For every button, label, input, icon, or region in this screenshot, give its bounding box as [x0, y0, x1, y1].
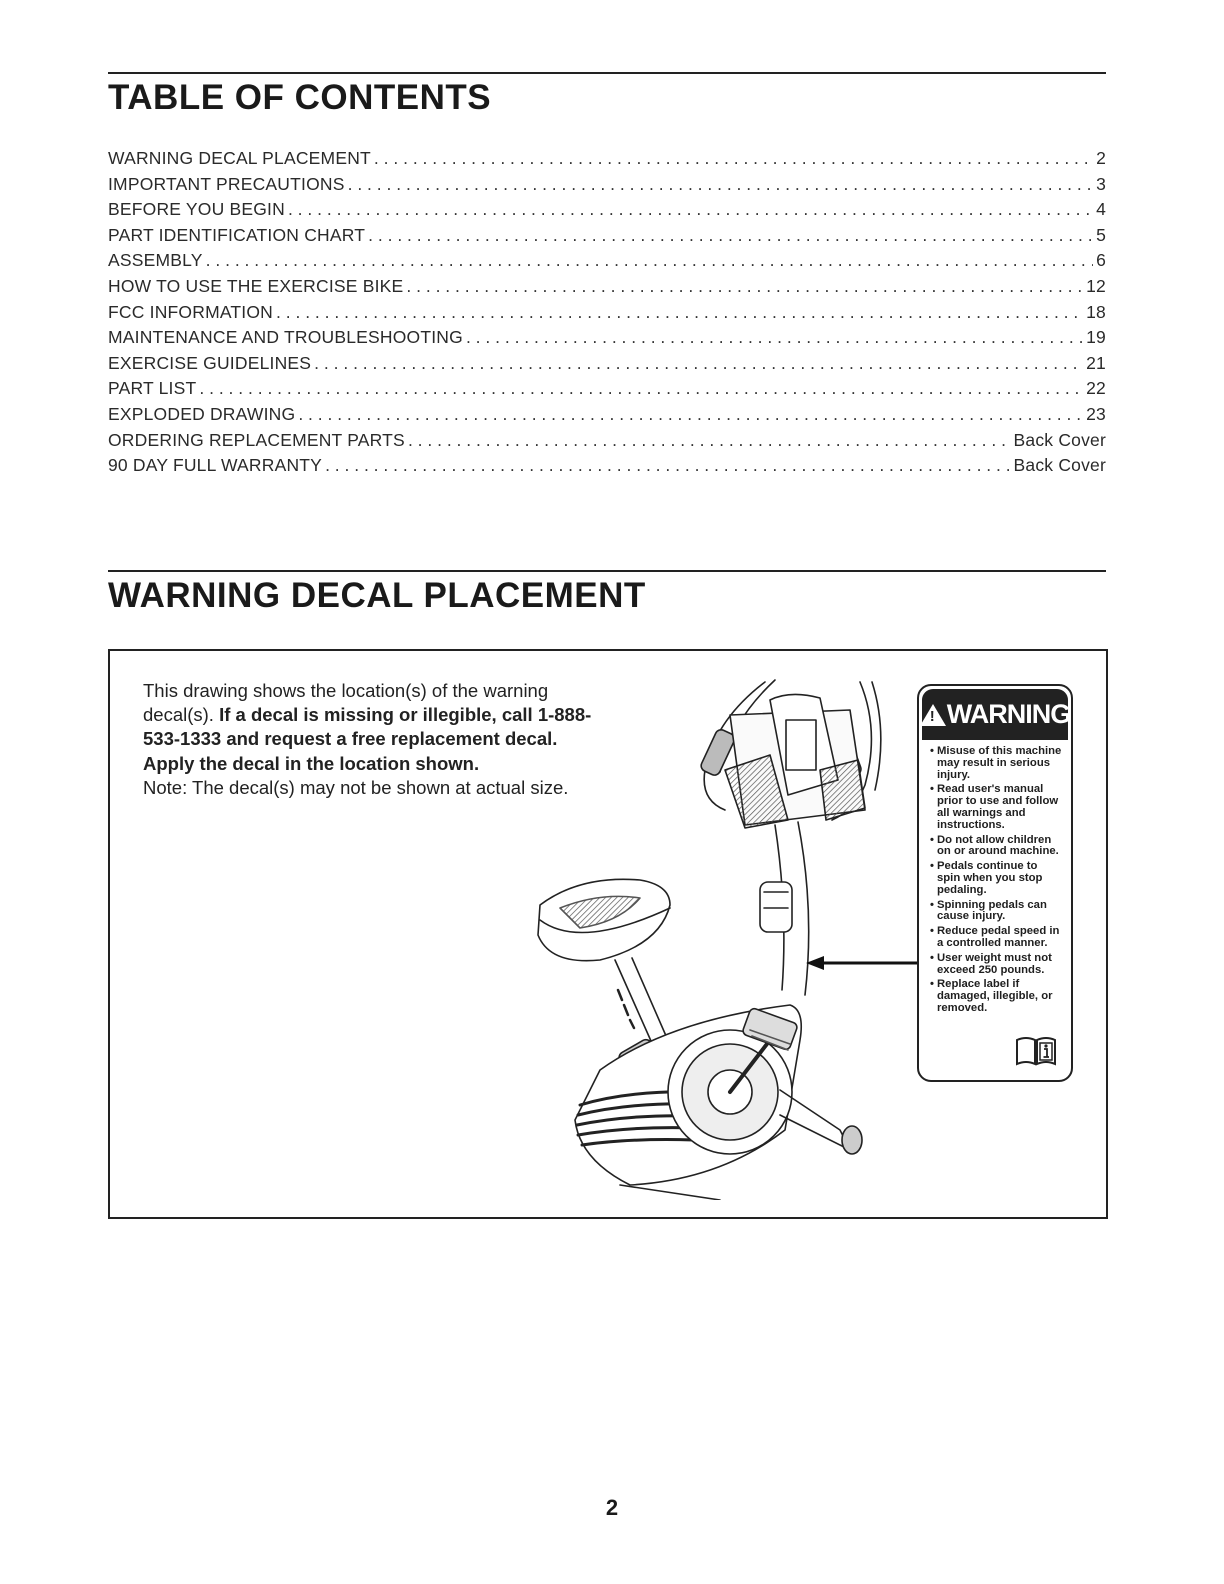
toc-entry-page: 5 [1096, 224, 1106, 245]
warning-decal [917, 684, 1073, 1082]
toc-entry-label: ORDERING REPLACEMENT PARTS [108, 429, 405, 450]
decal-warning-list [919, 746, 1071, 1015]
toc-entry[interactable] [108, 250, 1106, 276]
toc-entry-label: EXPLODED DRAWING [108, 403, 296, 424]
exercise-bike-illustration [520, 660, 890, 1200]
toc-entry-label: IMPORTANT PRECAUTIONS [108, 173, 345, 194]
decal-warning-item: • Replace label if damaged, illegible, or removed. [930, 979, 1063, 1014]
toc-leader-dots [368, 225, 1093, 246]
toc-entry-page: 6 [1096, 250, 1106, 271]
toc-entry-page: Back Cover [1013, 429, 1106, 450]
toc-entry[interactable] [108, 174, 1106, 200]
toc-entry[interactable] [108, 225, 1106, 251]
toc-entry[interactable] [108, 455, 1106, 481]
toc-entry-label: BEFORE YOU BEGIN [108, 199, 285, 220]
toc-entry-page: Back Cover [1013, 455, 1106, 476]
toc-entry-page: 23 [1086, 403, 1106, 424]
toc-entry[interactable] [108, 276, 1106, 302]
toc-leader-dots [288, 199, 1093, 220]
toc-entry[interactable] [108, 404, 1106, 430]
toc-leader-dots [408, 430, 1011, 451]
toc-list [108, 148, 1106, 481]
decal-warning-item: • User weight must not exceed 250 pounds. [930, 953, 1063, 977]
toc-entry-label: EXERCISE GUIDELINES [108, 352, 312, 373]
intro-note: Note: The decal(s) may not be shown at actual size. [143, 776, 569, 798]
toc-entry[interactable] [108, 148, 1106, 174]
warning-section-title: WARNING DECAL PLACEMENT [108, 576, 646, 615]
toc-entry-page: 19 [1086, 327, 1106, 348]
toc-entry-label: ASSEMBLY [108, 250, 203, 271]
intro-bold-instruction: If a decal is missing or illegible, call 1-888-533-1333 and request a free replacement decal. Apply the decal in the location shown. [143, 704, 592, 774]
decal-location-arrow [806, 955, 921, 971]
page-number: 2 [605, 1495, 619, 1520]
toc-leader-dots [466, 327, 1083, 348]
toc-title: TABLE OF CONTENTS [108, 78, 492, 117]
decal-header-text: WARNING [946, 699, 1071, 729]
toc-entry-label: HOW TO USE THE EXERCISE BIKE [108, 275, 404, 296]
toc-leader-dots [199, 378, 1083, 399]
toc-entry[interactable] [108, 199, 1106, 225]
toc-entry-page: 12 [1086, 275, 1106, 296]
toc-entry[interactable] [108, 353, 1106, 379]
toc-leader-dots [276, 302, 1083, 323]
intro-plain-text: This drawing shows the location(s) of the warning decal(s). [143, 680, 549, 726]
toc-entry-page: 4 [1096, 199, 1106, 220]
toc-leader-dots [314, 353, 1083, 374]
toc-top-rule [108, 72, 1106, 74]
toc-leader-dots [325, 455, 1010, 476]
toc-entry[interactable] [108, 430, 1106, 456]
toc-leader-dots [348, 174, 1093, 195]
toc-entry-page: 3 [1096, 173, 1106, 194]
decal-warning-item: • Spinning pedals can cause injury. [930, 900, 1063, 924]
manual-info-icon [1015, 1034, 1057, 1066]
toc-entry[interactable] [108, 327, 1106, 353]
toc-entry-label: WARNING DECAL PLACEMENT [108, 148, 371, 168]
decal-header [922, 689, 1071, 740]
toc-leader-dots [206, 250, 1093, 271]
decal-warning-item: • Read user's manual prior to use and follow all warnings and instructions. [930, 784, 1063, 831]
decal-warning-item: • Do not allow children on or around machine. [930, 835, 1063, 859]
toc-entry-label: PART IDENTIFICATION CHART [108, 224, 366, 245]
toc-entry[interactable] [108, 302, 1106, 328]
toc-leader-dots [374, 148, 1093, 169]
toc-entry-page: 2 [1096, 148, 1106, 168]
toc-leader-dots [406, 276, 1083, 297]
toc-entry-page: 22 [1086, 378, 1106, 399]
toc-entry-label: FCC INFORMATION [108, 301, 274, 322]
warning-section-rule [108, 570, 1106, 572]
decal-warning-item: • Pedals continue to spin when you stop pedaling. [930, 861, 1063, 896]
toc-entry-page: 21 [1086, 352, 1106, 373]
decal-warning-item: • Reduce pedal speed in a controlled manner. [930, 926, 1063, 950]
toc-entry-page: 18 [1086, 301, 1106, 322]
toc-entry-label: PART LIST [108, 378, 197, 399]
toc-entry[interactable] [108, 378, 1106, 404]
decal-warning-item: • Misuse of this machine may result in serious injury. [930, 746, 1063, 781]
warning-triangle-icon [920, 704, 946, 726]
toc-entry-label: MAINTENANCE AND TROUBLESHOOTING [108, 327, 463, 348]
toc-leader-dots [298, 404, 1083, 425]
toc-entry-label: 90 DAY FULL WARRANTY [108, 455, 323, 476]
